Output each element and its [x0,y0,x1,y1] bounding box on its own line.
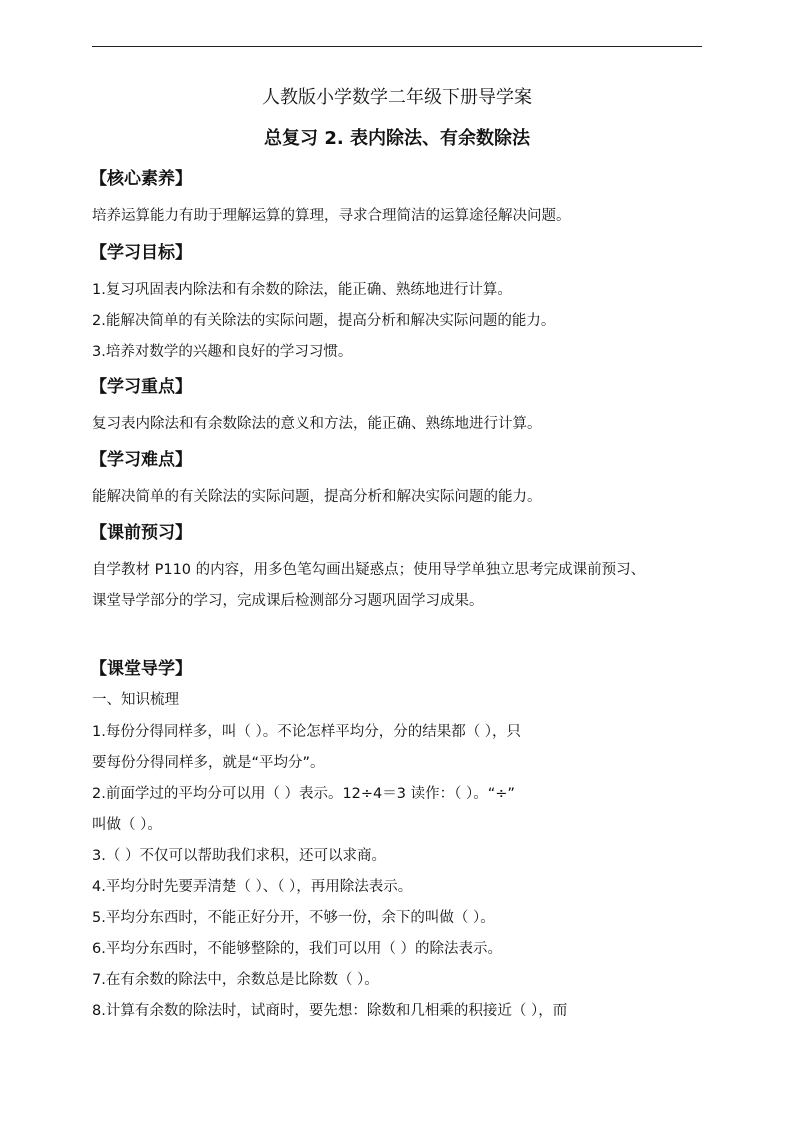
question-line: 叫做（ ）。 [92,817,162,833]
question-line: 1.每份分得同样多，叫（ ）。不论怎样平均分，分的结果都（ ），只 [92,724,522,740]
question-line: 5.平均分东西时，不能正好分开，不够一份，余下的叫做（ ）。 [92,910,495,926]
question-line: 3.（ ）不仅可以帮助我们求积，还可以求商。 [92,848,386,864]
preview-text-line: 课堂导学部分的学习，完成课后检测部分习题巩固学习成果。 [92,593,484,609]
section-subheading: 一、知识梳理 [92,692,179,708]
goal-item: 2.能解决简单的有关除法的实际问题，提高分析和解决实际问题的能力。 [92,313,556,329]
heading-preview: 【课前预习】 [90,523,192,543]
heading-learning-goals: 【学习目标】 [90,243,192,263]
question-line: 2.前面学过的平均分可以用（ ）表示。12÷4＝3 读作：（ ）。“÷” [92,786,515,802]
document-title: 人教版小学数学二年级下册导学案 [262,87,532,108]
heading-key-points: 【学习重点】 [90,377,192,397]
question-line: 6.平均分东西时，不能够整除的，我们可以用（ ）的除法表示。 [92,941,502,957]
question-line: 7.在有余数的除法中，余数总是比除数（ ）。 [92,972,379,988]
preview-text-line: 自学教材 P110 的内容，用多色笔勾画出疑惑点；使用导学单独立思考完成课前预习、 [92,562,646,578]
question-line: 8.计算有余数的除法时，试商时，要先想：除数和几相乘的积接近（ ），而 [92,1003,568,1019]
heading-classroom: 【课堂导学】 [90,659,192,679]
core-literacy-text: 培养运算能力有助于理解运算的算理，寻求合理简洁的运算途径解决问题。 [92,208,571,224]
question-line: 要每份分得同样多，就是“平均分”。 [92,755,325,771]
difficulty-text: 能解决简单的有关除法的实际问题，提高分析和解决实际问题的能力。 [92,489,542,505]
goal-item: 3.培养对数学的兴趣和良好的学习习惯。 [92,344,353,360]
heading-core-literacy: 【核心素养】 [90,169,192,189]
heading-difficulty: 【学习难点】 [90,450,192,470]
header-rule [92,46,702,47]
goal-item: 1.复习巩固表内除法和有余数的除法，能正确、熟练地进行计算。 [92,282,512,298]
key-points-text: 复习表内除法和有余数除法的意义和方法，能正确、熟练地进行计算。 [92,416,542,432]
question-line: 4.平均分时先要弄清楚（ ）、（ ），再用除法表示。 [92,879,413,895]
lesson-title: 总复习 2. 表内除法、有余数除法 [264,128,530,149]
